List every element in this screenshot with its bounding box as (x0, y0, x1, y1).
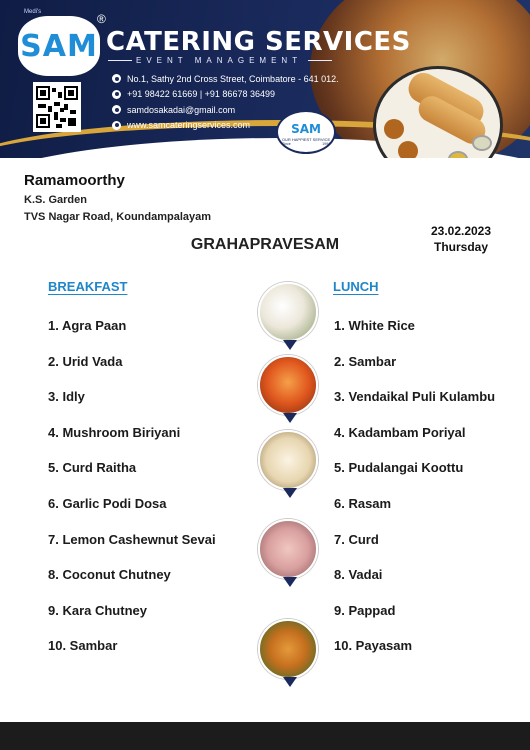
footer-bar (0, 722, 530, 750)
lunch-item: 10. Payasam (334, 638, 413, 654)
registered-mark: ® (97, 12, 106, 26)
venue-road: TVS Nagar Road, Koundampalayam (24, 211, 212, 223)
email-icon (112, 105, 121, 114)
qr-code (33, 82, 81, 132)
service-seal (276, 110, 336, 154)
idly-food-image (258, 282, 318, 342)
phone-text: +91 98422 61669 | +91 86678 36499 (127, 89, 275, 100)
breakfast-item: 6. Garlic Podi Dosa (48, 495, 167, 511)
seal-since-label: Since (282, 142, 291, 146)
lunch-item: 5. Pudalangai Koottu (334, 460, 464, 476)
lunch-item: 6. Rasam (334, 495, 392, 511)
lunch-item: 7. Curd (334, 531, 379, 547)
lunch-heading: LUNCH (333, 279, 379, 294)
brand-tagline: EVENT MANAGEMENT (136, 56, 303, 65)
lunch-item: 8. Vadai (334, 567, 383, 583)
lunch-list (334, 318, 495, 674)
breakfast-item: 2. Urid Vada (48, 353, 123, 369)
vada-food-image (258, 619, 318, 679)
address-row (112, 71, 339, 87)
lunch-item: 1. White Rice (334, 318, 415, 333)
email-text: samdosakadai@gmail.com (127, 104, 236, 115)
sweet-food-image (258, 355, 318, 415)
breakfast-item: 1. Agra Paan (48, 318, 127, 333)
venue-name: K.S. Garden (24, 194, 87, 206)
qr-code-icon (36, 85, 78, 129)
brand-logo (18, 16, 100, 76)
phone-icon (112, 90, 121, 99)
seal-logo: SAM (291, 121, 321, 136)
vada-shape (398, 141, 418, 158)
logo-prefix: Medi's (24, 9, 42, 15)
seal-years (282, 142, 330, 146)
address-text: No.1, Sathy 2nd Cross Street, Coimbatore - 641 012. (127, 73, 339, 84)
location-icon (112, 74, 121, 83)
breakfast-item: 9. Kara Chutney (48, 602, 147, 618)
breakfast-item: 5. Curd Raitha (48, 460, 137, 476)
rice-food-image (258, 430, 318, 490)
sevai-food-image (258, 519, 318, 579)
website-text: www.samcateringservices.com (127, 120, 251, 131)
phone-row (112, 87, 339, 103)
breakfast-item: 4. Mushroom Biriyani (48, 424, 181, 440)
lunch-item: 9. Pappad (334, 602, 396, 618)
seal-since-year: 1994 (322, 142, 330, 146)
web-icon (112, 121, 121, 130)
event-date: 23.02.2023 (430, 224, 492, 238)
breakfast-item: 8. Coconut Chutney (48, 567, 171, 583)
lunch-item: 2. Sambar (334, 353, 397, 369)
lunch-item: 3. Vendaikal Puli Kulambu (334, 389, 496, 405)
breakfast-item: 10. Sambar (48, 638, 118, 654)
breakfast-heading: BREAKFAST (48, 279, 128, 294)
chutney-cup (472, 135, 492, 151)
breakfast-list (48, 318, 216, 674)
chutney-cup (448, 151, 468, 158)
seal-tagline: OUR HAPPIEST SERVICE (281, 136, 331, 142)
vada-shape (384, 119, 404, 139)
host-name: Ramamoorthy (24, 172, 125, 189)
brand-name: CATERING SERVICES (106, 27, 411, 57)
lunch-item: 4. Kadambam Poriyal (334, 424, 466, 440)
header-banner (0, 0, 530, 158)
logo-text: SAM (20, 28, 98, 64)
event-day: Thursday (433, 240, 488, 254)
event-title: GRAHAPRAVESAM (190, 236, 340, 253)
breakfast-item: 3. Idly (48, 389, 85, 405)
breakfast-item: 7. Lemon Cashewnut Sevai (48, 531, 216, 547)
